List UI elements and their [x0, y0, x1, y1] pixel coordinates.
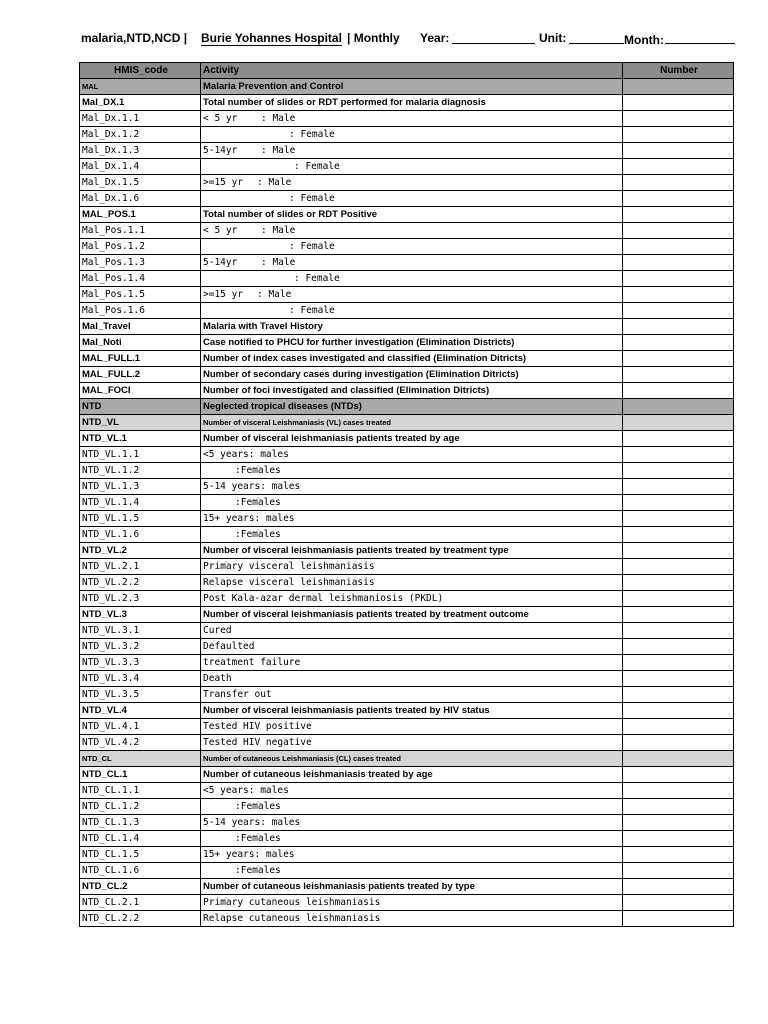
activity-cell: 15+ years: males	[201, 847, 623, 863]
activity-cell: Number of visceral leishmaniasis patients treated by HIV status	[201, 703, 623, 719]
number-entry-cell[interactable]	[623, 815, 734, 831]
table-row	[80, 671, 734, 687]
age-group-label: < 5 yr	[203, 113, 238, 124]
activity-cell: :Females	[201, 463, 623, 479]
hmis-code-cell: Mal_Dx.1.2	[80, 127, 201, 143]
hmis-code-cell: NTD_CL.1.3	[80, 815, 201, 831]
activity-cell: :Females	[201, 799, 623, 815]
number-entry-cell[interactable]	[623, 575, 734, 591]
activity-cell: Primary visceral leishmaniasis	[201, 559, 623, 575]
activity-cell: Number of secondary cases during investigation (Elimination Ditricts)	[201, 367, 623, 383]
indicator-row	[80, 431, 734, 447]
number-entry-cell[interactable]	[623, 623, 734, 639]
table-row	[80, 287, 734, 303]
number-entry-cell[interactable]	[623, 591, 734, 607]
age-group-label: < 5 yr	[203, 225, 238, 236]
hmis-code-cell: MAL_POS.1	[80, 207, 201, 223]
number-entry-cell[interactable]	[623, 383, 734, 399]
hmis-code-cell: NTD_VL.3.5	[80, 687, 201, 703]
month-field[interactable]	[665, 32, 735, 44]
hmis-code-cell: Mal_Pos.1.4	[80, 271, 201, 287]
activity-cell: Death	[201, 671, 623, 687]
hmis-code-cell: Mal_DX.1	[80, 95, 201, 111]
activity-cell: Tested HIV positive	[201, 719, 623, 735]
activity-cell: Number of visceral Leishmaniasis (VL) cases treated	[201, 415, 623, 431]
indicator-row	[80, 95, 734, 111]
activity-cell: <5 years: males	[201, 783, 623, 799]
hospital-name: Burie Yohannes Hospital	[201, 31, 342, 45]
number-entry-cell[interactable]	[623, 655, 734, 671]
year-label: Year:	[420, 31, 450, 45]
hmis-code-cell: Mal_Dx.1.6	[80, 191, 201, 207]
number-entry-cell[interactable]	[623, 911, 734, 927]
number-entry-cell[interactable]	[623, 143, 734, 159]
activity-cell: :Females	[201, 863, 623, 879]
number-entry-cell[interactable]	[623, 239, 734, 255]
section-row	[80, 79, 734, 95]
hmis-code-cell: NTD_CL.2	[80, 879, 201, 895]
indicator-row	[80, 607, 734, 623]
table-row	[80, 143, 734, 159]
number-entry-cell[interactable]	[623, 719, 734, 735]
table-row	[80, 847, 734, 863]
number-entry-cell[interactable]	[623, 447, 734, 463]
number-entry-cell[interactable]	[623, 207, 734, 223]
number-entry-cell[interactable]	[623, 495, 734, 511]
table-row	[80, 127, 734, 143]
activity-cell: treatment failure	[201, 655, 623, 671]
number-entry-cell[interactable]	[623, 543, 734, 559]
activity-cell: :Females	[201, 527, 623, 543]
table-row	[80, 575, 734, 591]
number-entry-cell[interactable]	[623, 479, 734, 495]
hmis-code-cell: NTD_VL.1.6	[80, 527, 201, 543]
table-row	[80, 111, 734, 127]
hmis-code-cell: MAL_FULL.1	[80, 351, 201, 367]
unit-field[interactable]	[569, 32, 624, 44]
age-group-label: 5-14yr	[203, 145, 238, 156]
number-entry-cell[interactable]	[623, 879, 734, 895]
col-header-code: HMIS_code	[80, 63, 201, 79]
age-group-label: >=15 yr	[203, 177, 244, 188]
indicator-row	[80, 319, 734, 335]
table-row	[80, 591, 734, 607]
col-header-number: Number	[623, 63, 734, 79]
table-row	[80, 191, 734, 207]
table-row	[80, 303, 734, 319]
indicator-row	[80, 879, 734, 895]
number-entry-cell[interactable]	[623, 863, 734, 879]
hmis-code-cell: NTD_VL.2.3	[80, 591, 201, 607]
activity-cell: Post Kala-azar dermal leishmaniosis (PKDL)	[201, 591, 623, 607]
hmis-code-cell: NTD_CL.2.1	[80, 895, 201, 911]
table-row	[80, 623, 734, 639]
hmis-code-cell: Mal_Dx.1.1	[80, 111, 201, 127]
hmis-code-cell: NTD_VL.4.2	[80, 735, 201, 751]
hmis-code-cell: NTD_VL.3.3	[80, 655, 201, 671]
hmis-code-cell: NTD_VL.1	[80, 431, 201, 447]
hmis-code-cell: Mal_Travel	[80, 319, 201, 335]
sex-label: : Male	[261, 113, 296, 124]
age-group-label: >=15 yr	[203, 289, 244, 300]
unit-label: Unit:	[539, 31, 567, 45]
number-entry-cell	[623, 79, 734, 95]
activity-cell: 5-14 years: males	[201, 815, 623, 831]
year-field[interactable]	[452, 32, 535, 44]
indicator-row	[80, 383, 734, 399]
hmis-code-cell: NTD_VL.2.2	[80, 575, 201, 591]
table-row	[80, 159, 734, 175]
hmis-code-cell: NTD_CL.1.1	[80, 783, 201, 799]
table-row	[80, 655, 734, 671]
activity-cell: Case notified to PHCU for further investigation (Elimination Districts)	[201, 335, 623, 351]
activity-cell: : Female	[201, 127, 623, 143]
report-period: | Monthly	[347, 31, 400, 45]
age-group-label: 5-14yr	[203, 257, 238, 268]
hmis-code-cell: NTD_CL.1.2	[80, 799, 201, 815]
hmis-code-cell: NTD_VL.1.1	[80, 447, 201, 463]
number-entry-cell[interactable]	[623, 511, 734, 527]
number-entry-cell[interactable]	[623, 431, 734, 447]
activity-cell	[201, 175, 623, 191]
hmis-code-cell: NTD	[80, 399, 201, 415]
indicator-row	[80, 335, 734, 351]
hmis-code-cell: Mal_Dx.1.5	[80, 175, 201, 191]
table-row	[80, 639, 734, 655]
activity-cell: : Female	[201, 239, 623, 255]
activity-cell: Number of index cases investigated and classified (Elimination Ditricts)	[201, 351, 623, 367]
activity-cell: : Female	[201, 159, 623, 175]
number-entry-cell[interactable]	[623, 223, 734, 239]
table-row	[80, 447, 734, 463]
hmis-code-cell: NTD_VL.3.1	[80, 623, 201, 639]
activity-cell	[201, 287, 623, 303]
table-row	[80, 559, 734, 575]
hmis-code-cell: NTD_CL	[80, 751, 201, 767]
number-entry-cell[interactable]	[623, 351, 734, 367]
section-row	[80, 399, 734, 415]
activity-cell: Malaria with Travel History	[201, 319, 623, 335]
hmis-code-cell: NTD_VL.4.1	[80, 719, 201, 735]
hmis-code-cell: NTD_VL.2	[80, 543, 201, 559]
number-entry-cell[interactable]	[623, 671, 734, 687]
report-header	[81, 31, 741, 47]
activity-cell	[201, 143, 623, 159]
number-entry-cell[interactable]	[623, 367, 734, 383]
indicator-row	[80, 351, 734, 367]
table-row	[80, 223, 734, 239]
hmis-code-cell: Mal_Dx.1.4	[80, 159, 201, 175]
hmis-code-cell: NTD_VL.3.2	[80, 639, 201, 655]
number-entry-cell[interactable]	[623, 831, 734, 847]
indicator-row	[80, 703, 734, 719]
activity-cell: Number of cutaneous leishmaniasis patients treated by type	[201, 879, 623, 895]
activity-cell: Primary cutaneous leishmaniasis	[201, 895, 623, 911]
number-entry-cell	[623, 751, 734, 767]
number-entry-cell[interactable]	[623, 287, 734, 303]
number-entry-cell[interactable]	[623, 607, 734, 623]
number-entry-cell[interactable]	[623, 303, 734, 319]
hmis-code-cell: Mal_Pos.1.3	[80, 255, 201, 271]
hmis-code-cell: NTD_CL.1	[80, 767, 201, 783]
activity-cell: : Female	[201, 271, 623, 287]
table-row	[80, 783, 734, 799]
table-row	[80, 799, 734, 815]
activity-cell: :Females	[201, 831, 623, 847]
activity-cell: Number of visceral leishmaniasis patients treated by age	[201, 431, 623, 447]
hmis-code-cell: NTD_VL.2.1	[80, 559, 201, 575]
table-row	[80, 719, 734, 735]
activity-cell	[201, 255, 623, 271]
sex-label: : Male	[257, 289, 292, 300]
activity-cell: Defaulted	[201, 639, 623, 655]
number-entry-cell[interactable]	[623, 703, 734, 719]
activity-cell: Relapse visceral leishmaniasis	[201, 575, 623, 591]
table-row	[80, 271, 734, 287]
number-entry-cell[interactable]	[623, 127, 734, 143]
indicator-row	[80, 367, 734, 383]
number-entry-cell[interactable]	[623, 95, 734, 111]
number-entry-cell[interactable]	[623, 255, 734, 271]
subsection-row	[80, 751, 734, 767]
hmis-code-cell: NTD_VL.1.3	[80, 479, 201, 495]
table-row	[80, 895, 734, 911]
hmis-code-cell: Mal_Noti	[80, 335, 201, 351]
activity-cell: <5 years: males	[201, 447, 623, 463]
number-entry-cell[interactable]	[623, 767, 734, 783]
table-row	[80, 239, 734, 255]
hmis-code-cell: NTD_VL.1.5	[80, 511, 201, 527]
sex-label: : Male	[261, 257, 296, 268]
table-row	[80, 479, 734, 495]
table-row	[80, 735, 734, 751]
activity-cell: Transfer out	[201, 687, 623, 703]
activity-cell: 15+ years: males	[201, 511, 623, 527]
hmis-code-cell: NTD_VL.4	[80, 703, 201, 719]
number-entry-cell[interactable]	[623, 111, 734, 127]
number-entry-cell[interactable]	[623, 271, 734, 287]
table-row	[80, 911, 734, 927]
table-row	[80, 255, 734, 271]
sex-label: : Male	[257, 177, 292, 188]
activity-cell	[201, 223, 623, 239]
activity-cell: Neglected tropical diseases (NTDs)	[201, 399, 623, 415]
activity-cell: Relapse cutaneous leishmaniasis	[201, 911, 623, 927]
month-label: Month:	[624, 33, 664, 47]
table-row	[80, 175, 734, 191]
hmis-code-cell: NTD_CL.1.4	[80, 831, 201, 847]
number-entry-cell[interactable]	[623, 895, 734, 911]
table-row	[80, 687, 734, 703]
number-entry-cell[interactable]	[623, 527, 734, 543]
number-entry-cell[interactable]	[623, 175, 734, 191]
table-body	[80, 79, 734, 927]
number-entry-cell[interactable]	[623, 687, 734, 703]
number-entry-cell[interactable]	[623, 463, 734, 479]
hmis-code-cell: NTD_VL	[80, 415, 201, 431]
hmis-report-table	[79, 62, 734, 927]
number-entry-cell[interactable]	[623, 639, 734, 655]
number-entry-cell[interactable]	[623, 783, 734, 799]
number-entry-cell	[623, 399, 734, 415]
activity-cell: :Females	[201, 495, 623, 511]
hmis-code-cell: MAL_FULL.2	[80, 367, 201, 383]
activity-cell: Number of visceral leishmaniasis patients treated by treatment type	[201, 543, 623, 559]
number-entry-cell[interactable]	[623, 319, 734, 335]
hmis-code-cell: NTD_VL.3.4	[80, 671, 201, 687]
indicator-row	[80, 767, 734, 783]
table-row	[80, 463, 734, 479]
hmis-code-cell: Mal_Pos.1.5	[80, 287, 201, 303]
subsection-row	[80, 415, 734, 431]
activity-cell: Tested HIV negative	[201, 735, 623, 751]
report-type: malaria,NTD,NCD |	[81, 31, 188, 45]
hmis-code-cell: NTD_CL.1.6	[80, 863, 201, 879]
number-entry-cell[interactable]	[623, 335, 734, 351]
number-entry-cell[interactable]	[623, 799, 734, 815]
table-row	[80, 511, 734, 527]
hmis-code-cell: MAL_FOCI	[80, 383, 201, 399]
indicator-row	[80, 543, 734, 559]
table-row	[80, 495, 734, 511]
table-row	[80, 863, 734, 879]
hmis-code-cell: Mal_Dx.1.3	[80, 143, 201, 159]
hmis-code-cell: NTD_VL.3	[80, 607, 201, 623]
hmis-code-cell: NTD_VL.1.2	[80, 463, 201, 479]
activity-cell: Number of visceral leishmaniasis patients treated by treatment outcome	[201, 607, 623, 623]
activity-cell: 5-14 years: males	[201, 479, 623, 495]
hmis-code-cell: Mal_Pos.1.1	[80, 223, 201, 239]
activity-cell: Total number of slides or RDT performed for malaria diagnosis	[201, 95, 623, 111]
col-header-activity: Activity	[201, 63, 623, 79]
activity-cell: Total number of slides or RDT Positive	[201, 207, 623, 223]
sex-label: : Male	[261, 225, 296, 236]
table-row	[80, 831, 734, 847]
number-entry-cell	[623, 415, 734, 431]
table-header-row	[80, 63, 734, 79]
table-row	[80, 527, 734, 543]
hmis-code-cell: MAL	[80, 79, 201, 95]
table-row	[80, 815, 734, 831]
activity-cell: : Female	[201, 191, 623, 207]
hmis-code-cell: Mal_Pos.1.6	[80, 303, 201, 319]
number-entry-cell[interactable]	[623, 735, 734, 751]
sex-label: : Male	[261, 145, 296, 156]
hmis-code-cell: NTD_CL.2.2	[80, 911, 201, 927]
number-entry-cell[interactable]	[623, 159, 734, 175]
hmis-code-cell: Mal_Pos.1.2	[80, 239, 201, 255]
hmis-code-cell: NTD_VL.1.4	[80, 495, 201, 511]
activity-cell	[201, 111, 623, 127]
hmis-code-cell: NTD_CL.1.5	[80, 847, 201, 863]
activity-cell: Number of cutaneous Leishmaniasis (CL) cases treated	[201, 751, 623, 767]
number-entry-cell[interactable]	[623, 847, 734, 863]
number-entry-cell[interactable]	[623, 191, 734, 207]
activity-cell: Number of foci investigated and classified (Elimination Ditricts)	[201, 383, 623, 399]
number-entry-cell[interactable]	[623, 559, 734, 575]
activity-cell: Number of cutaneous leishmaniasis treated by age	[201, 767, 623, 783]
activity-cell: Malaria Prevention and Control	[201, 79, 623, 95]
activity-cell: : Female	[201, 303, 623, 319]
activity-cell: Cured	[201, 623, 623, 639]
indicator-row	[80, 207, 734, 223]
